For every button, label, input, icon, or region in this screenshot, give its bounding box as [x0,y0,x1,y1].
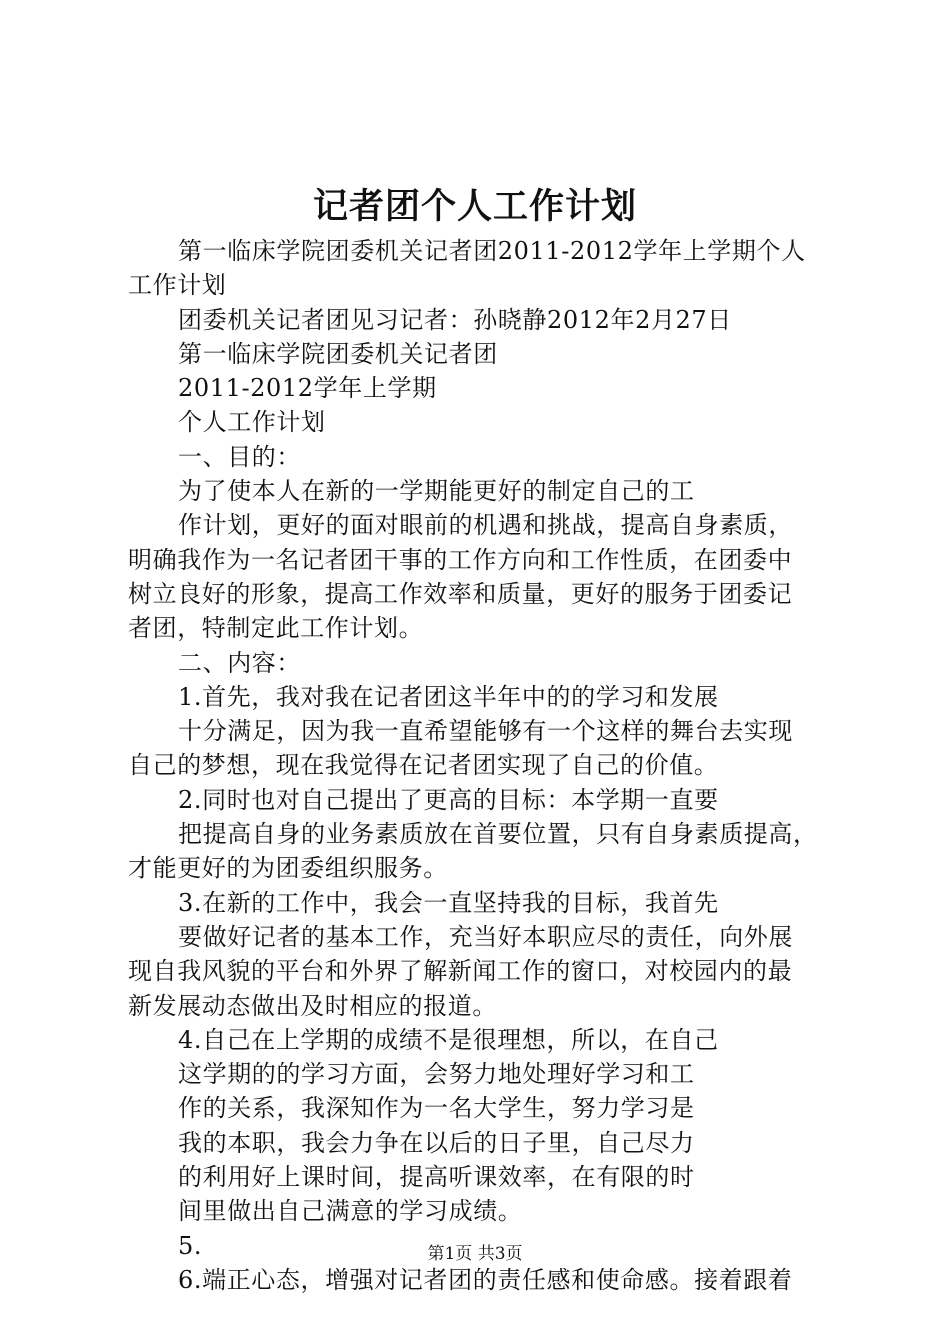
document-title: 记者团个人工作计划 [312,186,637,227]
text-line: 1.首先，我对我在记者团这半年中的的学习和发展 [178,682,719,711]
text-line: 第一临床学院团委机关记者团 [178,339,498,368]
text-line: 明确我作为一名记者团干事的工作方向和工作性质，在团委中 [128,545,793,574]
text-line: 5. [178,1231,203,1260]
text-line: 二、内容： [178,648,301,677]
text-line: 才能更好的为团委组织服务。 [128,854,448,883]
text-line: 要做好记者的基本工作，充当好本职应尽的责任，向外展 [178,922,793,951]
text-line: 工作计划 [128,271,227,300]
text-line: 2011-2012学年上学期 [178,374,437,403]
text-line: 为了使本人在新的一学期能更好的制定自己的工 [178,477,695,506]
text-line: 2.同时也对自己提出了更高的目标：本学期一直要 [178,785,719,814]
text-line: 新发展动态做出及时相应的报道。 [128,991,497,1020]
text-line: 把提高自身的业务素质放在首要位置，只有自身素质提高， [178,820,818,849]
text-line: 3.在新的工作中，我会一直坚持我的目标，我首先 [178,888,719,917]
text-line: 4.自己在上学期的成绩不是很理想，所以，在自己 [178,1025,719,1054]
text-line: 现自我风貌的平台和外界了解新闻工作的窗口，对校园内的最 [128,957,793,986]
text-line: 的利用好上课时间，提高听课效率，在有限的时 [178,1163,695,1192]
text-line: 作的关系，我深知作为一名大学生，努力学习是 [178,1094,695,1123]
text-line: 者团，特制定此工作计划。 [128,614,424,643]
text-line: 6.端正心态，增强对记者团的责任感和使命感。接着跟着 [178,1265,793,1294]
text-line: 这学期的的学习方面，会努力地处理好学习和工 [178,1060,695,1089]
text-line: 自己的梦想，现在我觉得在记者团实现了自己的价值。 [128,751,719,780]
text-line: 我的本职，我会力争在以后的日子里，自己尽力 [178,1128,695,1157]
text-line: 团委机关记者团见习记者：孙晓静2012年2月27日 [178,305,732,334]
text-line: 第一临床学院团委机关记者团2011-2012学年上学期个人 [178,237,806,265]
text-line: 一、目的： [178,442,301,471]
page-footer: 第1页 共3页 [427,1244,523,1264]
document-body [128,234,840,1297]
text-line: 间里做出自己满意的学习成绩。 [178,1197,523,1226]
text-line: 个人工作计划 [178,408,326,437]
text-line: 树立良好的形象，提高工作效率和质量，更好的服务于团委记 [128,579,793,608]
text-line: 作计划，更好的面对眼前的机遇和挑战，提高自身素质， [178,511,793,540]
text-line: 十分满足，因为我一直希望能够有一个这样的舞台去实现 [178,717,793,746]
